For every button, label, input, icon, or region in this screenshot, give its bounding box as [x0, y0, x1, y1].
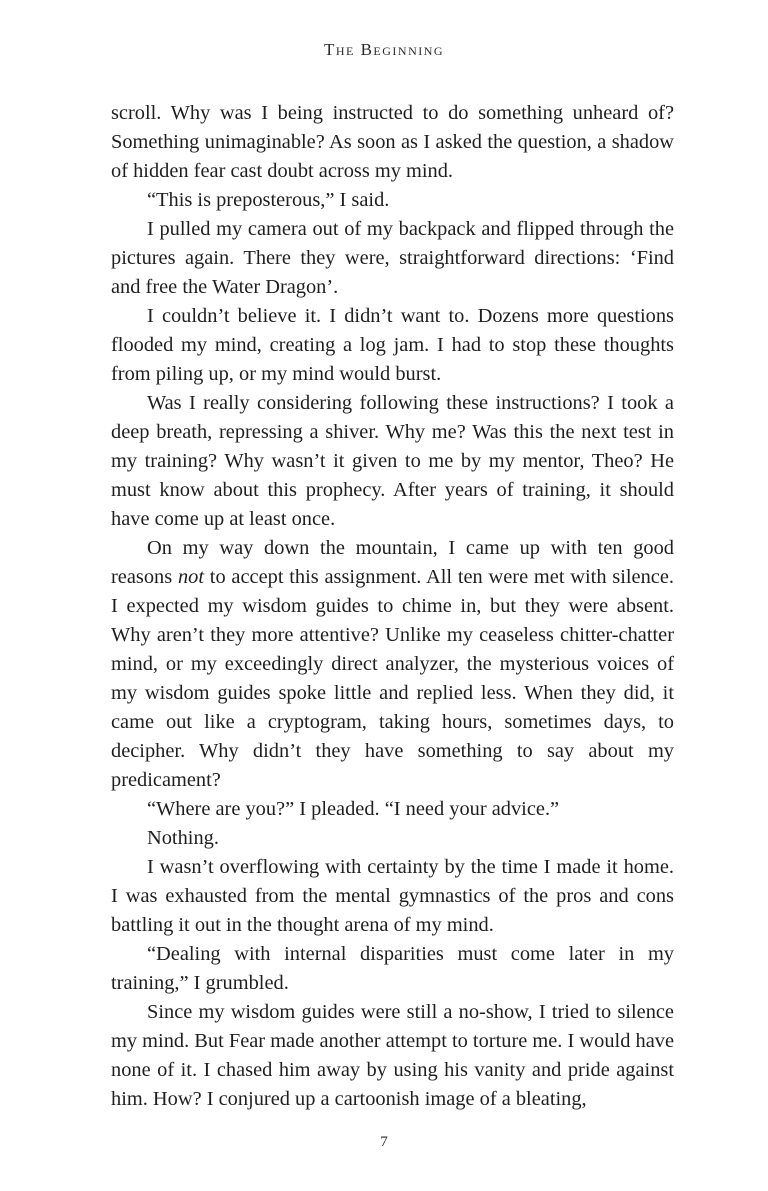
paragraph: “This is preposterous,” I said.	[147, 189, 390, 211]
body-text	[111, 99, 674, 1114]
paragraph: “Where are you?” I pleaded. “I need your advice.”	[147, 798, 560, 820]
paragraph: I pulled my camera out of my backpack and flipped through the pictures again. There they were, straightforward directions: ‘Find and free the Water Dragon’.	[111, 218, 674, 298]
paragraph: Since my wisdom guides were still a no-show, I tried to silence my mind. But Fear made another attempt to torture me. I would have none of it. I chased him away by using his vanity and pride against him. How? I conjured up a cartoonish image of a bleating,	[111, 1001, 674, 1110]
paragraph: I couldn’t believe it. I didn’t want to. Dozens more questions flooded my mind, creating a log jam. I had to stop these thoughts from piling up, or my mind would burst.	[111, 305, 674, 385]
paragraph: “Dealing with internal disparities must come later in my training,” I grumbled.	[111, 943, 674, 994]
paragraph-text: On my way down the mountain, I came up with ten good reasons	[111, 537, 674, 588]
paragraph: scroll. Why was I being instructed to do something unheard of? Something unimaginable? As soon as I asked the question, a shadow of hidden fear cast doubt across my mind.	[111, 102, 674, 182]
paragraph: I wasn’t overflowing with certainty by the time I made it home. I was exhausted from the mental gymnastics of the pros and cons battling it out in the thought arena of my mind.	[111, 856, 674, 936]
paragraph	[111, 534, 674, 795]
paragraph: Was I really considering following these instructions? I took a deep breath, repressing a shiver. Why me? Was this the next test in my training? Why wasn’t it given to me by my mentor, Theo? He must know about this prophecy. After years of training, it should have come up at least once.	[111, 392, 674, 530]
emphasis-text: not	[177, 566, 204, 588]
paragraph-text: to accept this assignment. All ten were met with silence. I expected my wisdom guides to chime in, but they were absent. Why aren’t they more attentive? Unlike my ceaseless chitter-chatter mind, or my exceedingly direct analyzer, the mysterious voices of my wisdom guides spoke little and replied less. When they did, it came out like a cryptogram, taking hours, sometimes days, to decipher. Why didn’t they have something to say about my predicament?	[111, 566, 675, 791]
running-head: The Beginning	[323, 40, 445, 59]
page-number: 7	[380, 1134, 388, 1150]
paragraph: Nothing.	[147, 827, 219, 849]
